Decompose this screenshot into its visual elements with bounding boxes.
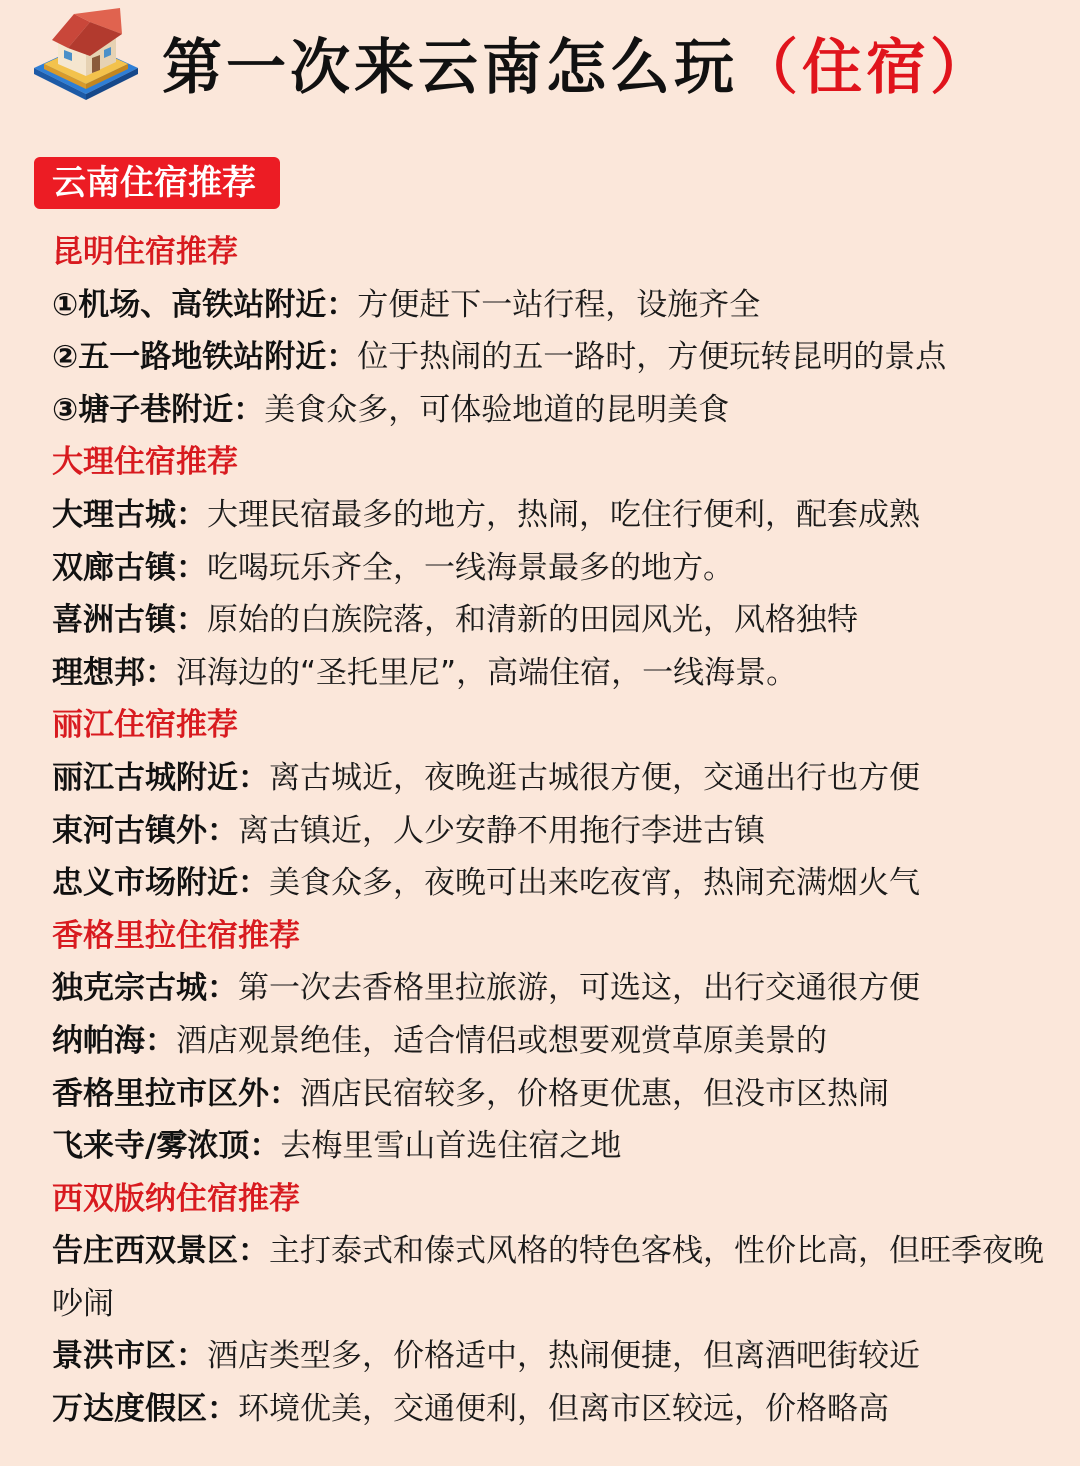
item-name: 独克宗古城： [52, 970, 238, 1007]
item-desc: 洱海边的“圣托里尼”，高端住宿，一线海景。 [176, 654, 798, 691]
item-name: 束河古镇外： [52, 812, 238, 849]
item-name: 丽江古城附近： [52, 759, 269, 796]
title-main: 第一次来云南怎么玩 [162, 33, 738, 103]
item-desc: 原始的白族院落，和清新的田园风光，风格独特 [207, 602, 858, 639]
item-desc: 离古镇近，人少安静不用拖行李进古镇 [238, 812, 765, 849]
item-name: ②五一路地铁站附近： [52, 339, 358, 376]
section-heading-xishuangbanna: 西双版纳住宿推荐 [52, 1180, 300, 1217]
header [0, 0, 1080, 140]
item-name: 飞来寺/雾浓顶： [52, 1128, 281, 1165]
page-title [162, 26, 994, 110]
section-heading-kunming: 昆明住宿推荐 [52, 234, 238, 270]
item-name: 景洪市区： [52, 1338, 207, 1375]
list-item [52, 752, 1062, 805]
section-heading-lijiang: 丽江住宿推荐 [52, 707, 238, 744]
item-name: 大理古城： [52, 496, 207, 533]
item-name: 喜洲古镇： [52, 602, 207, 639]
list-item [52, 1068, 1062, 1121]
item-desc: 位于热闹的五一路时，方便玩转昆明的景点 [357, 339, 947, 376]
item-name: 忠义市场附近： [52, 865, 269, 902]
list-item [52, 805, 1062, 858]
list-item [52, 594, 1062, 647]
list-item [52, 1383, 1062, 1436]
list-item [52, 1015, 1062, 1068]
item-name: 双廊古镇： [52, 549, 207, 586]
list-item [52, 542, 1062, 595]
item-desc: 美食众多，可体验地道的昆明美食 [264, 391, 730, 428]
section-badge: 云南住宿推荐 [34, 157, 280, 209]
item-name: 香格里拉市区外： [52, 1075, 300, 1112]
title-accent: （住宿） [738, 33, 994, 103]
list-item [52, 1225, 1062, 1330]
item-desc: 去梅里雪山首选住宿之地 [280, 1128, 622, 1165]
section-heading-dali: 大理住宿推荐 [52, 444, 238, 481]
item-name: 理想邦： [52, 654, 176, 691]
item-desc: 大理民宿最多的地方，热闹，吃住行便利，配套成熟 [207, 496, 920, 533]
item-desc: 离古城近，夜晚逛古城很方便，交通出行也方便 [269, 759, 920, 796]
item-name: 告庄西双景区： [52, 1233, 269, 1270]
item-desc: 酒店民宿较多，价格更优惠，但没市区热闹 [300, 1075, 889, 1112]
item-name: 纳帕海： [52, 1022, 176, 1059]
list-item [52, 647, 1062, 700]
content [52, 226, 1062, 1436]
item-desc: 方便赶下一站行程，设施齐全 [357, 286, 761, 323]
item-desc: 美食众多，夜晚可出来吃夜宵，热闹充满烟火气 [269, 865, 920, 902]
list-item [52, 1120, 1062, 1173]
list-item [52, 489, 1062, 542]
house-icon [30, 6, 142, 102]
item-desc: 吃喝玩乐齐全，一线海景最多的地方。 [207, 549, 734, 586]
list-item [52, 384, 1062, 437]
item-desc: 第一次去香格里拉旅游，可选这，出行交通很方便 [238, 970, 920, 1007]
item-name: ③塘子巷附近： [52, 391, 265, 428]
list-item [52, 1330, 1062, 1383]
item-desc: 酒店类型多，价格适中，热闹便捷，但离酒吧街较近 [207, 1338, 920, 1375]
list-item [52, 331, 1062, 384]
item-name: ①机场、高铁站附近： [52, 286, 358, 323]
list-item [52, 279, 1062, 332]
list-item [52, 962, 1062, 1015]
item-desc: 酒店观景绝佳，适合情侣或想要观赏草原美景的 [176, 1022, 827, 1059]
section-heading-shangrila: 香格里拉住宿推荐 [52, 917, 300, 954]
item-name: 万达度假区： [52, 1391, 238, 1428]
item-desc: 主打泰式和傣式风格的特色客栈，性价比高，但旺季夜晚吵闹 [52, 1233, 1044, 1322]
item-desc: 环境优美，交通便利，但离市区较远，价格略高 [238, 1391, 889, 1428]
list-item [52, 857, 1062, 910]
